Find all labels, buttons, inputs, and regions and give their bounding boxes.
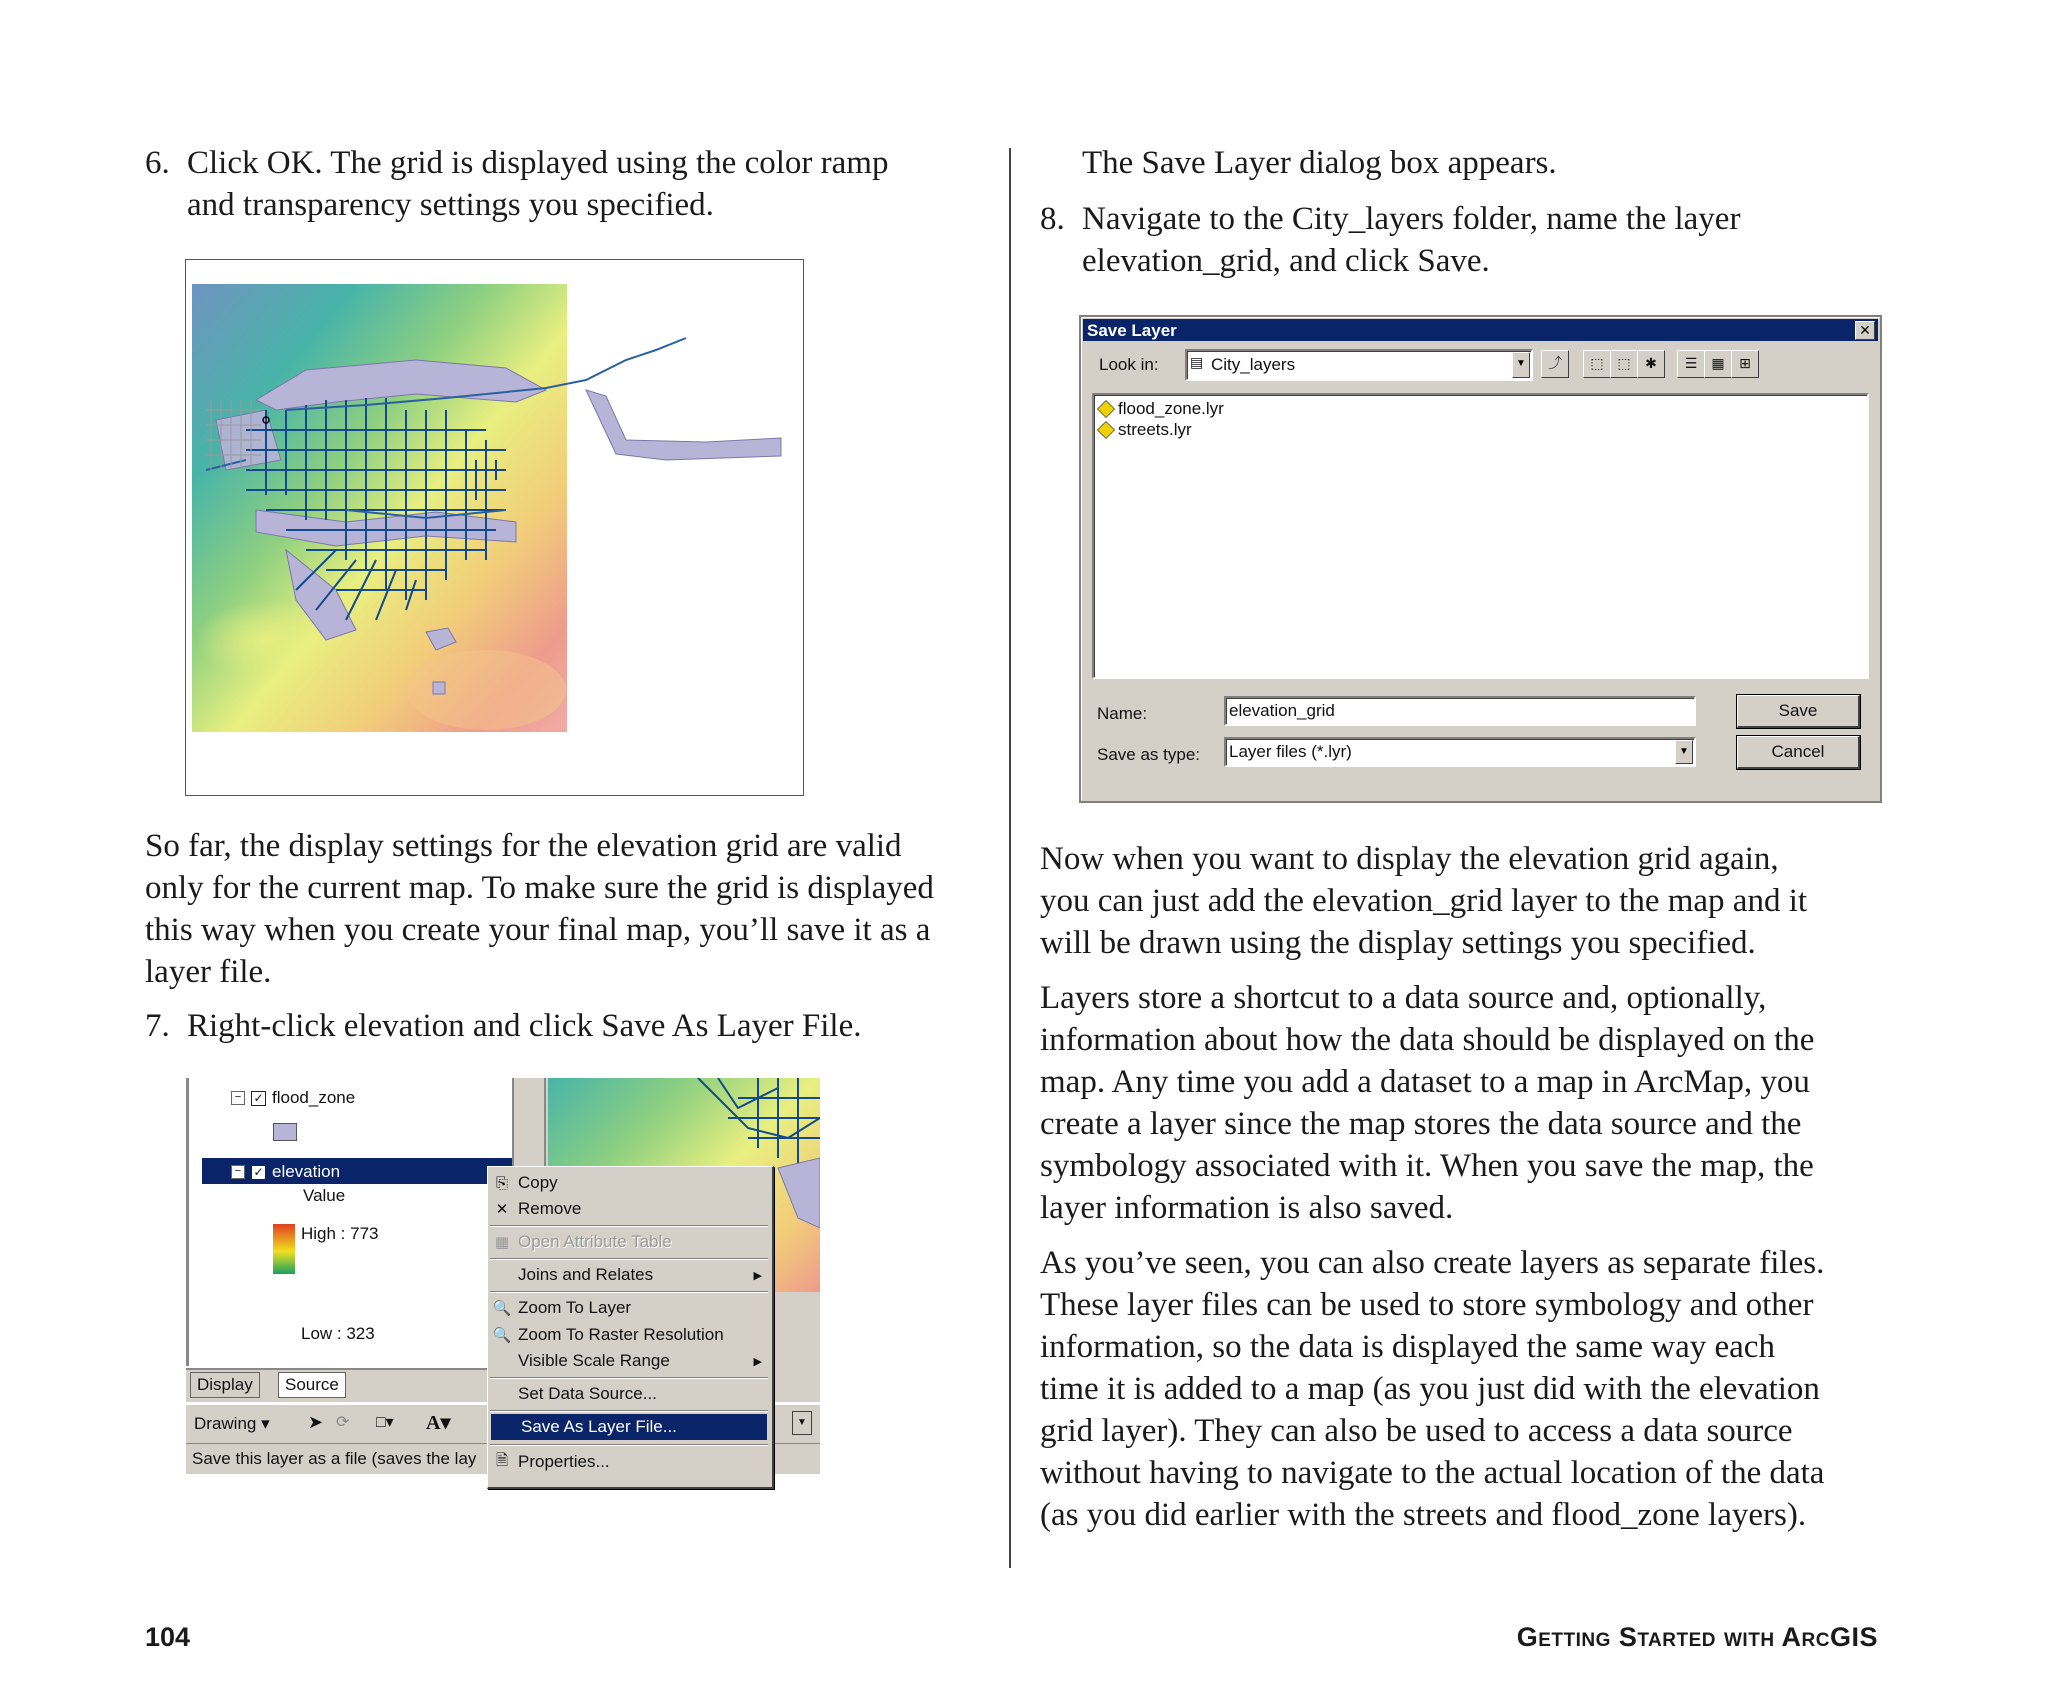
- submenu-arrow-icon: ▶: [753, 1269, 762, 1282]
- flood-zone-checkbox[interactable]: ✓: [251, 1091, 266, 1106]
- menu-separator: [490, 1410, 768, 1412]
- table-icon: ▦: [494, 1234, 510, 1251]
- file-list: [1092, 393, 1869, 679]
- step7-number: 7.: [145, 1008, 170, 1044]
- collapse-icon[interactable]: −: [231, 1165, 245, 1179]
- display-settings-para-line4: layer file.: [145, 954, 272, 990]
- low-value-label: Low : 323: [301, 1324, 375, 1343]
- display-settings-para-line1: So far, the display settings for the elevation grid are valid: [145, 828, 902, 864]
- remove-x-icon: ✕: [495, 1201, 509, 1218]
- name-label: Name:: [1097, 704, 1148, 723]
- name-field[interactable]: [1224, 696, 1696, 726]
- list-view-icon[interactable]: ☰: [1677, 350, 1705, 378]
- menu-item-remove[interactable]: ✕ Remove: [488, 1196, 770, 1222]
- layers-para-line6: layer information is also saved.: [1040, 1190, 1454, 1226]
- elevation-label: elevation: [272, 1162, 341, 1181]
- zoom-layer-icon: 🔍: [492, 1300, 512, 1317]
- dialog-titlebar: [1083, 319, 1878, 341]
- drawing-dropdown[interactable]: Drawing ▾: [194, 1414, 270, 1433]
- folder-icon: ▤: [1190, 354, 1204, 370]
- display-settings-para-line3: this way when you create your final map, you’ll save it as a: [145, 912, 931, 948]
- menu-item-properties[interactable]: 🗎 Properties...: [488, 1449, 770, 1475]
- file-name: streets.lyr: [1118, 420, 1192, 439]
- disconnect-folder-icon[interactable]: ⬚: [1610, 350, 1638, 378]
- book-title: Getting Started with ArcGIS: [1516, 1622, 1878, 1652]
- menu-item-set-data-source[interactable]: Set Data Source...: [518, 1384, 657, 1403]
- status-text: Save this layer as a file (saves the lay: [192, 1449, 477, 1468]
- look-in-value: City_layers: [1211, 355, 1296, 374]
- chevron-down-icon[interactable]: ▼: [1675, 740, 1693, 764]
- step8-line2: elevation_grid, and click Save.: [1082, 243, 1490, 279]
- layer-file-icon: [1097, 400, 1115, 418]
- details-view-icon[interactable]: ▦: [1704, 350, 1732, 378]
- toc-layer-flood-zone[interactable]: [231, 1088, 355, 1108]
- dialog-appears-text: The Save Layer dialog box appears.: [1082, 145, 1557, 181]
- layer-context-menu: [487, 1166, 774, 1489]
- text-tool-icon[interactable]: A▾: [426, 1412, 451, 1434]
- step8-line1: Navigate to the City_layers folder, name the layer: [1082, 201, 1741, 237]
- toc-context-menu-figure: [186, 1078, 820, 1478]
- column-divider: [1009, 148, 1011, 1568]
- separate-files-para-line1: As you’ve seen, you can also create layers as separate files.: [1040, 1245, 1825, 1281]
- now-para-line2: you can just add the elevation_grid layer to the map and it: [1040, 883, 1808, 919]
- save-button[interactable]: Save: [1737, 695, 1860, 728]
- file-name: flood_zone.lyr: [1118, 399, 1224, 418]
- step7-text: Right-click elevation and click Save As Layer File.: [187, 1008, 862, 1044]
- name-value: elevation_grid: [1229, 701, 1335, 720]
- step6-line1: Click OK. The grid is displayed using the color ramp: [187, 145, 889, 181]
- elevation-map-figure: [185, 259, 804, 796]
- rectangle-icon[interactable]: □▾: [376, 1414, 394, 1431]
- menu-separator: [490, 1291, 768, 1293]
- new-folder-icon[interactable]: ✱: [1637, 350, 1665, 378]
- menu-item-zoom-raster[interactable]: 🔍 Zoom To Raster Resolution: [492, 1325, 724, 1344]
- menu-separator: [490, 1377, 768, 1379]
- menu-separator: [490, 1444, 768, 1446]
- collapse-icon[interactable]: −: [231, 1091, 245, 1105]
- high-value-label: High : 773: [301, 1224, 379, 1243]
- drawing-label: Drawing: [194, 1414, 257, 1433]
- separate-files-para-line5: grid layer). They can also be used to access a data source: [1040, 1413, 1793, 1449]
- save-as-type-dropdown[interactable]: [1224, 737, 1696, 767]
- menu-separator: [490, 1258, 768, 1260]
- separate-files-para-line2: These layer files can be used to store symbology and other: [1040, 1287, 1814, 1323]
- page-number: 104: [145, 1622, 191, 1652]
- chevron-down-icon[interactable]: ▼: [1512, 352, 1530, 378]
- up-one-level-icon[interactable]: ⤴: [1541, 350, 1569, 378]
- rotate-icon[interactable]: ⟳: [336, 1414, 350, 1431]
- look-in-label: Look in:: [1099, 355, 1159, 374]
- submenu-arrow-icon: ▶: [753, 1355, 762, 1368]
- elevation-map-graphic: [186, 260, 803, 795]
- now-para-line1: Now when you want to display the elevation grid again,: [1040, 841, 1779, 877]
- thumbnails-view-icon[interactable]: ⊞: [1731, 350, 1759, 378]
- menu-item-visible-scale-range[interactable]: Visible Scale Range ▶: [518, 1351, 762, 1370]
- menu-item-joins-relates[interactable]: Joins and Relates ▶: [518, 1265, 762, 1284]
- toc-layer-elevation[interactable]: [231, 1162, 340, 1182]
- menu-separator: [490, 1225, 768, 1227]
- cancel-button[interactable]: Cancel: [1737, 736, 1860, 769]
- layers-para-line3: map. Any time you add a dataset to a map in ArcMap, you: [1040, 1064, 1810, 1100]
- connect-folder-icon[interactable]: ⬚: [1583, 350, 1611, 378]
- menu-item-open-attribute-table[interactable]: ▦ Open Attribute Table: [488, 1229, 770, 1255]
- tab-display[interactable]: Display: [190, 1372, 260, 1398]
- layer-file-icon: [1097, 421, 1115, 439]
- zoom-raster-icon: 🔍: [492, 1327, 512, 1344]
- now-para-line3: will be drawn using the display settings you specified.: [1040, 925, 1756, 961]
- table-of-contents: [186, 1078, 516, 1366]
- separate-files-para-line4: time it is added to a map (as you just did with the elevation: [1040, 1371, 1820, 1407]
- copy-icon: ⎘: [495, 1174, 508, 1192]
- step6-number: 6.: [145, 145, 170, 181]
- properties-icon: 🗎: [495, 1451, 509, 1469]
- separate-files-para-line3: information, so the data is displayed the same way each: [1040, 1329, 1775, 1365]
- layers-para-line2: information about how the data should be displayed on the: [1040, 1022, 1815, 1058]
- menu-item-save-as-layer-file[interactable]: Save As Layer File...: [491, 1414, 767, 1440]
- elevation-checkbox[interactable]: ✓: [251, 1165, 266, 1180]
- separate-files-para-line6: without having to navigate to the actual location of the data: [1040, 1455, 1825, 1491]
- save-as-type-label: Save as type:: [1097, 745, 1201, 764]
- flood-zone-swatch: [273, 1123, 297, 1141]
- close-icon[interactable]: ✕: [1855, 321, 1875, 340]
- save-layer-dialog: [1079, 315, 1882, 803]
- file-item[interactable]: [1098, 420, 1192, 440]
- save-as-type-value: Layer files (*.lyr): [1229, 742, 1352, 761]
- step8-number: 8.: [1040, 201, 1065, 237]
- file-item[interactable]: [1098, 399, 1224, 419]
- toc-tab-bar: [186, 1368, 513, 1402]
- tab-source[interactable]: Source: [278, 1372, 346, 1398]
- value-heading: Value: [303, 1186, 346, 1205]
- layers-para-line5: symbology associated with it. When you save the map, the: [1040, 1148, 1814, 1184]
- step6-line2: and transparency settings you specified.: [187, 187, 714, 223]
- display-settings-para-line2: only for the current map. To make sure the grid is displayed: [145, 870, 934, 906]
- dialog-title: Save Layer: [1087, 321, 1177, 340]
- separate-files-para-line7: (as you did earlier with the streets and flood_zone layers).: [1040, 1497, 1807, 1533]
- menu-item-copy[interactable]: ⎘ Copy: [488, 1170, 770, 1196]
- layers-para-line4: create a layer since the map stores the data source and the: [1040, 1106, 1802, 1142]
- toolbar-dropdown-arrow[interactable]: ▼: [792, 1411, 812, 1435]
- look-in-dropdown[interactable]: [1185, 349, 1533, 381]
- layers-para-line1: Layers store a shortcut to a data source and, optionally,: [1040, 980, 1767, 1016]
- menu-item-zoom-to-layer[interactable]: 🔍 Zoom To Layer: [492, 1298, 632, 1317]
- elevation-color-ramp: [273, 1224, 295, 1274]
- select-arrow-icon[interactable]: ➤: [308, 1412, 324, 1432]
- flood-zone-label: flood_zone: [272, 1088, 356, 1107]
